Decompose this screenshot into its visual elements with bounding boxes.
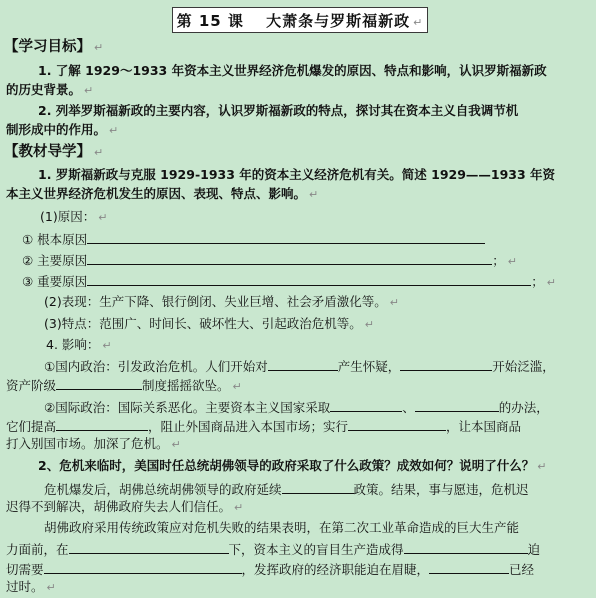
paragraph-mark-icon: ↵ — [46, 581, 56, 594]
root-cause-line: ① 根本原因 — [22, 229, 485, 249]
paragraph-mark-icon: ↵ — [389, 296, 399, 309]
paragraph-mark-icon: ↵ — [546, 276, 556, 289]
conclusion-blank-2[interactable] — [404, 539, 528, 554]
guide-heading: 【教材导学】 ↵ — [4, 144, 104, 160]
domestic-blank-1[interactable] — [268, 356, 338, 371]
intl-blank-1[interactable] — [330, 397, 402, 412]
question-2: 2、危机来临时，美国时任总统胡佛领导的政府采取了什么政策？成效如何？说明了什么？ ↵ — [38, 458, 547, 473]
question-1-cont: 本主义世界经济危机发生的原因、表现、特点、影响。 ↵ — [6, 186, 319, 201]
paragraph-mark-icon: ↵ — [171, 438, 181, 451]
intl-blank-3[interactable] — [56, 416, 148, 431]
paragraph-mark-icon: ↵ — [507, 255, 517, 268]
hoover-paragraph: 危机爆发后，胡佛总统胡佛领导的政府延续 政策。结果，事与愿违，危机迟 — [44, 479, 529, 499]
conclusion-paragraph-cont-2: 切需要 ，发挥政府的经济职能迫在眉睫， 已经 — [6, 559, 534, 579]
conclusion-blank-1[interactable] — [69, 539, 229, 554]
goal-item-2: 2. 列举罗斯福新政的主要内容，认识罗斯福新政的特点，探讨其在资本主义自我调节机 — [38, 103, 519, 118]
conclusion-blank-4[interactable] — [429, 559, 509, 574]
conclusion-paragraph-cont: 力面前，在 下，资本主义的盲目生产造成得 迫 — [6, 539, 540, 559]
goals-heading: 【学习目标】 ↵ — [4, 39, 104, 55]
main-cause-blank[interactable] — [87, 250, 492, 265]
main-cause-line: ② 主要原因 ； ↵ — [22, 250, 517, 271]
intl-blank-4[interactable] — [348, 416, 446, 431]
features-line: (3)特点：范围广、时间长、破坏性大、引起政治危机等。 ↵ — [44, 316, 374, 331]
conclusion-paragraph-end: 过时。 ↵ — [6, 579, 56, 594]
paragraph-mark-icon: ↵ — [309, 188, 319, 201]
cause-label: (1)原因： ↵ — [40, 209, 108, 224]
intl-politics-cont: 它们提高 ，阻止外国商品进入本国市场；实行 ，让本国商品 — [6, 416, 521, 436]
goal-item-1: 1. 了解 1929～1933 年资本主义世界经济危机爆发的原因、特点和影响，认识罗斯福新政 — [38, 63, 547, 78]
important-cause-line: ③ 重要原因 ； ↵ — [22, 271, 556, 292]
hoover-policy-blank[interactable] — [282, 479, 354, 494]
paragraph-mark-icon: ↵ — [98, 211, 108, 224]
domestic-politics-line: ①国内政治：引发政治危机。人们开始对 产生怀疑， 开始泛滥， — [44, 356, 555, 376]
paragraph-mark-icon: ↵ — [102, 339, 112, 352]
goal-item-1-cont: 的历史背景。 ↵ — [6, 82, 94, 97]
domestic-politics-cont: 资产阶级 制度摇摇欲坠。 ↵ — [6, 375, 242, 396]
paragraph-mark-icon: ↵ — [234, 501, 244, 514]
intl-politics-cont-2: 打入别国市场。加深了危机。 ↵ — [6, 436, 181, 451]
paragraph-mark-icon: ↵ — [413, 16, 424, 29]
paragraph-mark-icon: ↵ — [94, 146, 104, 159]
paragraph-mark-icon: ↵ — [109, 124, 119, 137]
important-cause-blank[interactable] — [87, 271, 531, 286]
domestic-blank-2[interactable] — [400, 356, 492, 371]
goal-item-2-cont: 制形成中的作用。 ↵ — [6, 122, 119, 137]
paragraph-mark-icon: ↵ — [84, 84, 94, 97]
conclusion-paragraph: 胡佛政府采用传统政策应对危机失败的结果表明，在第二次工业革命造成的巨大生产能 — [44, 520, 520, 535]
intl-politics-line: ②国际政治：国际关系恶化。主要资本主义国家采取 、 的办法， — [44, 397, 549, 417]
conclusion-blank-3[interactable] — [44, 559, 242, 574]
question-1: 1. 罗斯福新政与克服 1929-1933 年的资本主义经济危机有关。简述 1929——1933 年资 — [38, 167, 556, 182]
domestic-blank-3[interactable] — [56, 375, 142, 390]
impact-label: 4. 影响： ↵ — [46, 337, 112, 352]
paragraph-mark-icon: ↵ — [94, 41, 104, 54]
intl-blank-2[interactable] — [415, 397, 499, 412]
paragraph-mark-icon: ↵ — [537, 460, 547, 473]
paragraph-mark-icon: ↵ — [364, 318, 374, 331]
paragraph-mark-icon: ↵ — [232, 380, 242, 393]
root-cause-blank[interactable] — [87, 229, 485, 244]
hoover-paragraph-cont: 迟得不到解决，胡佛政府失去人们信任。 ↵ — [6, 499, 244, 514]
lesson-title: 第 15 课 大萧条与罗斯福新政 ↵ — [172, 7, 428, 33]
performance-line: (2)表现：生产下降、银行倒闭、失业巨增、社会矛盾激化等。 ↵ — [44, 294, 399, 309]
